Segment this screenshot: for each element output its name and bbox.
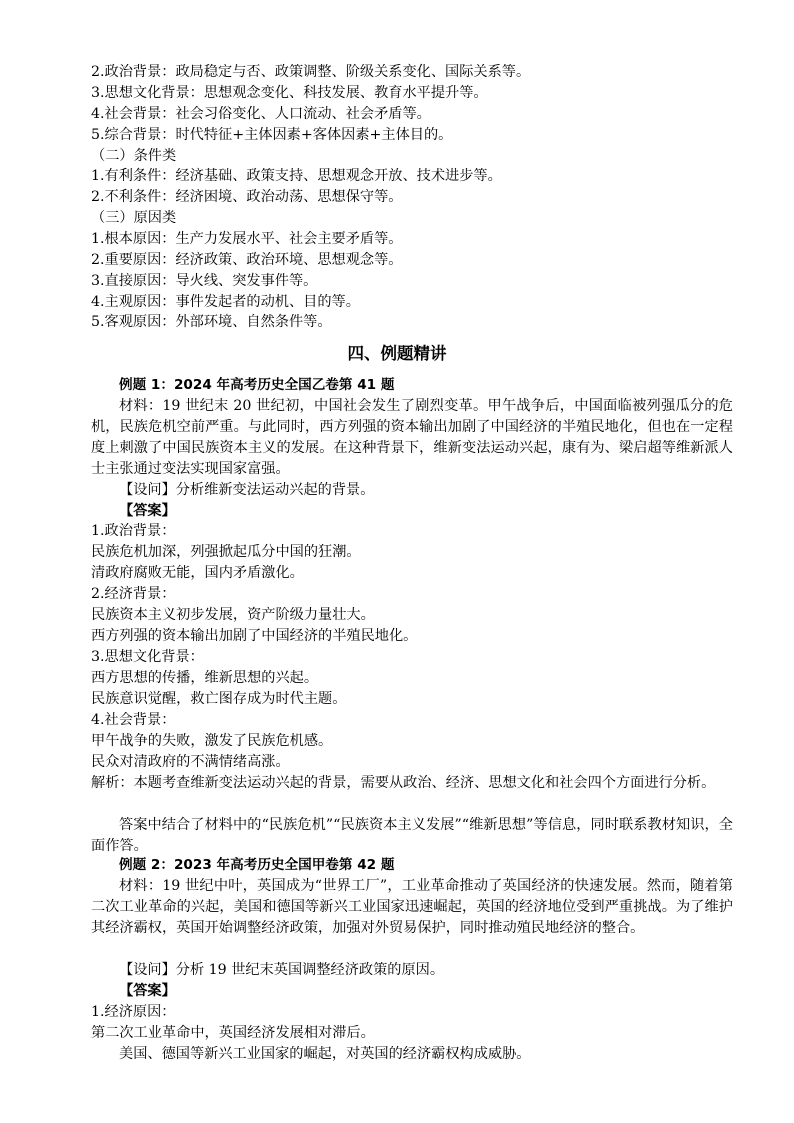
list-line: 2.不利条件：经济困境、政治动荡、思想保守等。 xyxy=(91,189,403,205)
example2-title: 例题 2：2023 年高考历史全国甲卷第 42 题 xyxy=(119,857,395,873)
answer-line: 4.社会背景： xyxy=(91,712,176,728)
answer-line: 甲午战争的失败，激发了民族危机感。 xyxy=(91,733,333,749)
answer-line: 清政府腐败无能，国内矛盾激化。 xyxy=(91,565,304,581)
example2-answer-label: 【答案】 xyxy=(119,983,176,999)
subsection-heading: （二）条件类 xyxy=(91,148,177,164)
example1-material: 材料：19 世纪末 20 世纪初，中国社会发生了剧烈变革。甲午战争后，中国面临被列强瓜分的危机，民族危机空前严重。与此同时，西方列强的资本输出加剧了中国经济的半殖民地化，但也在一定程度上刺激了中国民族资本主义的发展。在这种背景下，维新变法运动兴起，康有为、梁启超等维新派人士主张通过变法实现国家富强。 xyxy=(91,398,733,477)
subsection-heading: （三）原因类 xyxy=(91,210,177,226)
section-heading: 四、例题精讲 xyxy=(347,344,447,363)
list-line: 5.客观原因：外部环境、自然条件等。 xyxy=(91,314,332,330)
list-line: 1.有利条件：经济基础、政策支持、思想观念开放、技术进步等。 xyxy=(91,168,502,184)
answer-line: 民众对清政府的不满情绪高涨。 xyxy=(91,754,290,770)
answer-line: 西方列强的资本输出加剧了中国经济的半殖民地化。 xyxy=(91,628,418,644)
example2-material: 材料：19 世纪中叶，英国成为“世界工厂”，工业革命推动了英国经济的快速发展。然而，随着第二次工业革命的兴起，美国和德国等新兴工业国家迅速崛起，英国的经济地位受到严重挑战。为了维护其经济霸权，英国开始调整经济政策，加强对外贸易保护，同时推动殖民地经济的整合。 xyxy=(91,878,733,936)
list-line: 2.重要原因：经济政策、政治环境、思想观念等。 xyxy=(91,252,403,268)
list-line: 3.直接原因：导火线、突发事件等。 xyxy=(91,273,318,289)
answer-line: 1.经济原因： xyxy=(91,1004,176,1020)
example1-title: 例题 1：2024 年高考历史全国乙卷第 41 题 xyxy=(119,377,395,393)
example1-answer-label: 【答案】 xyxy=(119,503,176,519)
list-line: 2.政治背景：政局稳定与否、政策调整、阶级关系变化、国际关系等。 xyxy=(91,64,531,80)
answer-line: 民族意识觉醒，救亡图存成为时代主题。 xyxy=(91,691,347,707)
example1-analysis-2: 答案中结合了材料中的“民族危机”“民族资本主义发展”“维新思想”等信息，同时联系教材知识，全面作答。 xyxy=(91,817,733,854)
list-line: 1.根本原因：生产力发展水平、社会主要矛盾等。 xyxy=(91,231,403,247)
answer-line: 1.政治背景： xyxy=(91,523,176,539)
list-line: 4.社会背景：社会习俗变化、人口流动、社会矛盾等。 xyxy=(91,106,431,122)
list-line: 5.综合背景：时代特征+主体因素+客体因素+主体目的。 xyxy=(91,127,453,143)
example1-question: 【设问】分析维新变法运动兴起的背景。 xyxy=(119,482,375,498)
answer-line: 民族危机加深，列强掀起瓜分中国的狂潮。 xyxy=(91,544,361,560)
example1-analysis: 解析：本题考查维新变法运动兴起的背景，需要从政治、经济、思想文化和社会四个方面进行分析。 xyxy=(91,775,716,791)
answer-line: 2.经济背景： xyxy=(91,586,176,602)
example2-question: 【设问】分析 19 世纪末英国调整经济政策的原因。 xyxy=(119,962,445,978)
answer-line: 第二次工业革命中，英国经济发展相对滞后。 xyxy=(91,1025,375,1041)
answer-line: 美国、德国等新兴工业国家的崛起，对英国的经济霸权构成威胁。 xyxy=(119,1046,531,1062)
answer-line: 3.思想文化背景： xyxy=(91,649,204,665)
list-line: 3.思想文化背景：思想观念变化、科技发展、教育水平提升等。 xyxy=(91,85,488,101)
answer-line: 西方思想的传播，维新思想的兴起。 xyxy=(91,670,319,686)
answer-line: 民族资本主义初步发展，资产阶级力量壮大。 xyxy=(91,607,375,623)
list-line: 4.主观原因：事件发起者的动机、目的等。 xyxy=(91,294,360,310)
